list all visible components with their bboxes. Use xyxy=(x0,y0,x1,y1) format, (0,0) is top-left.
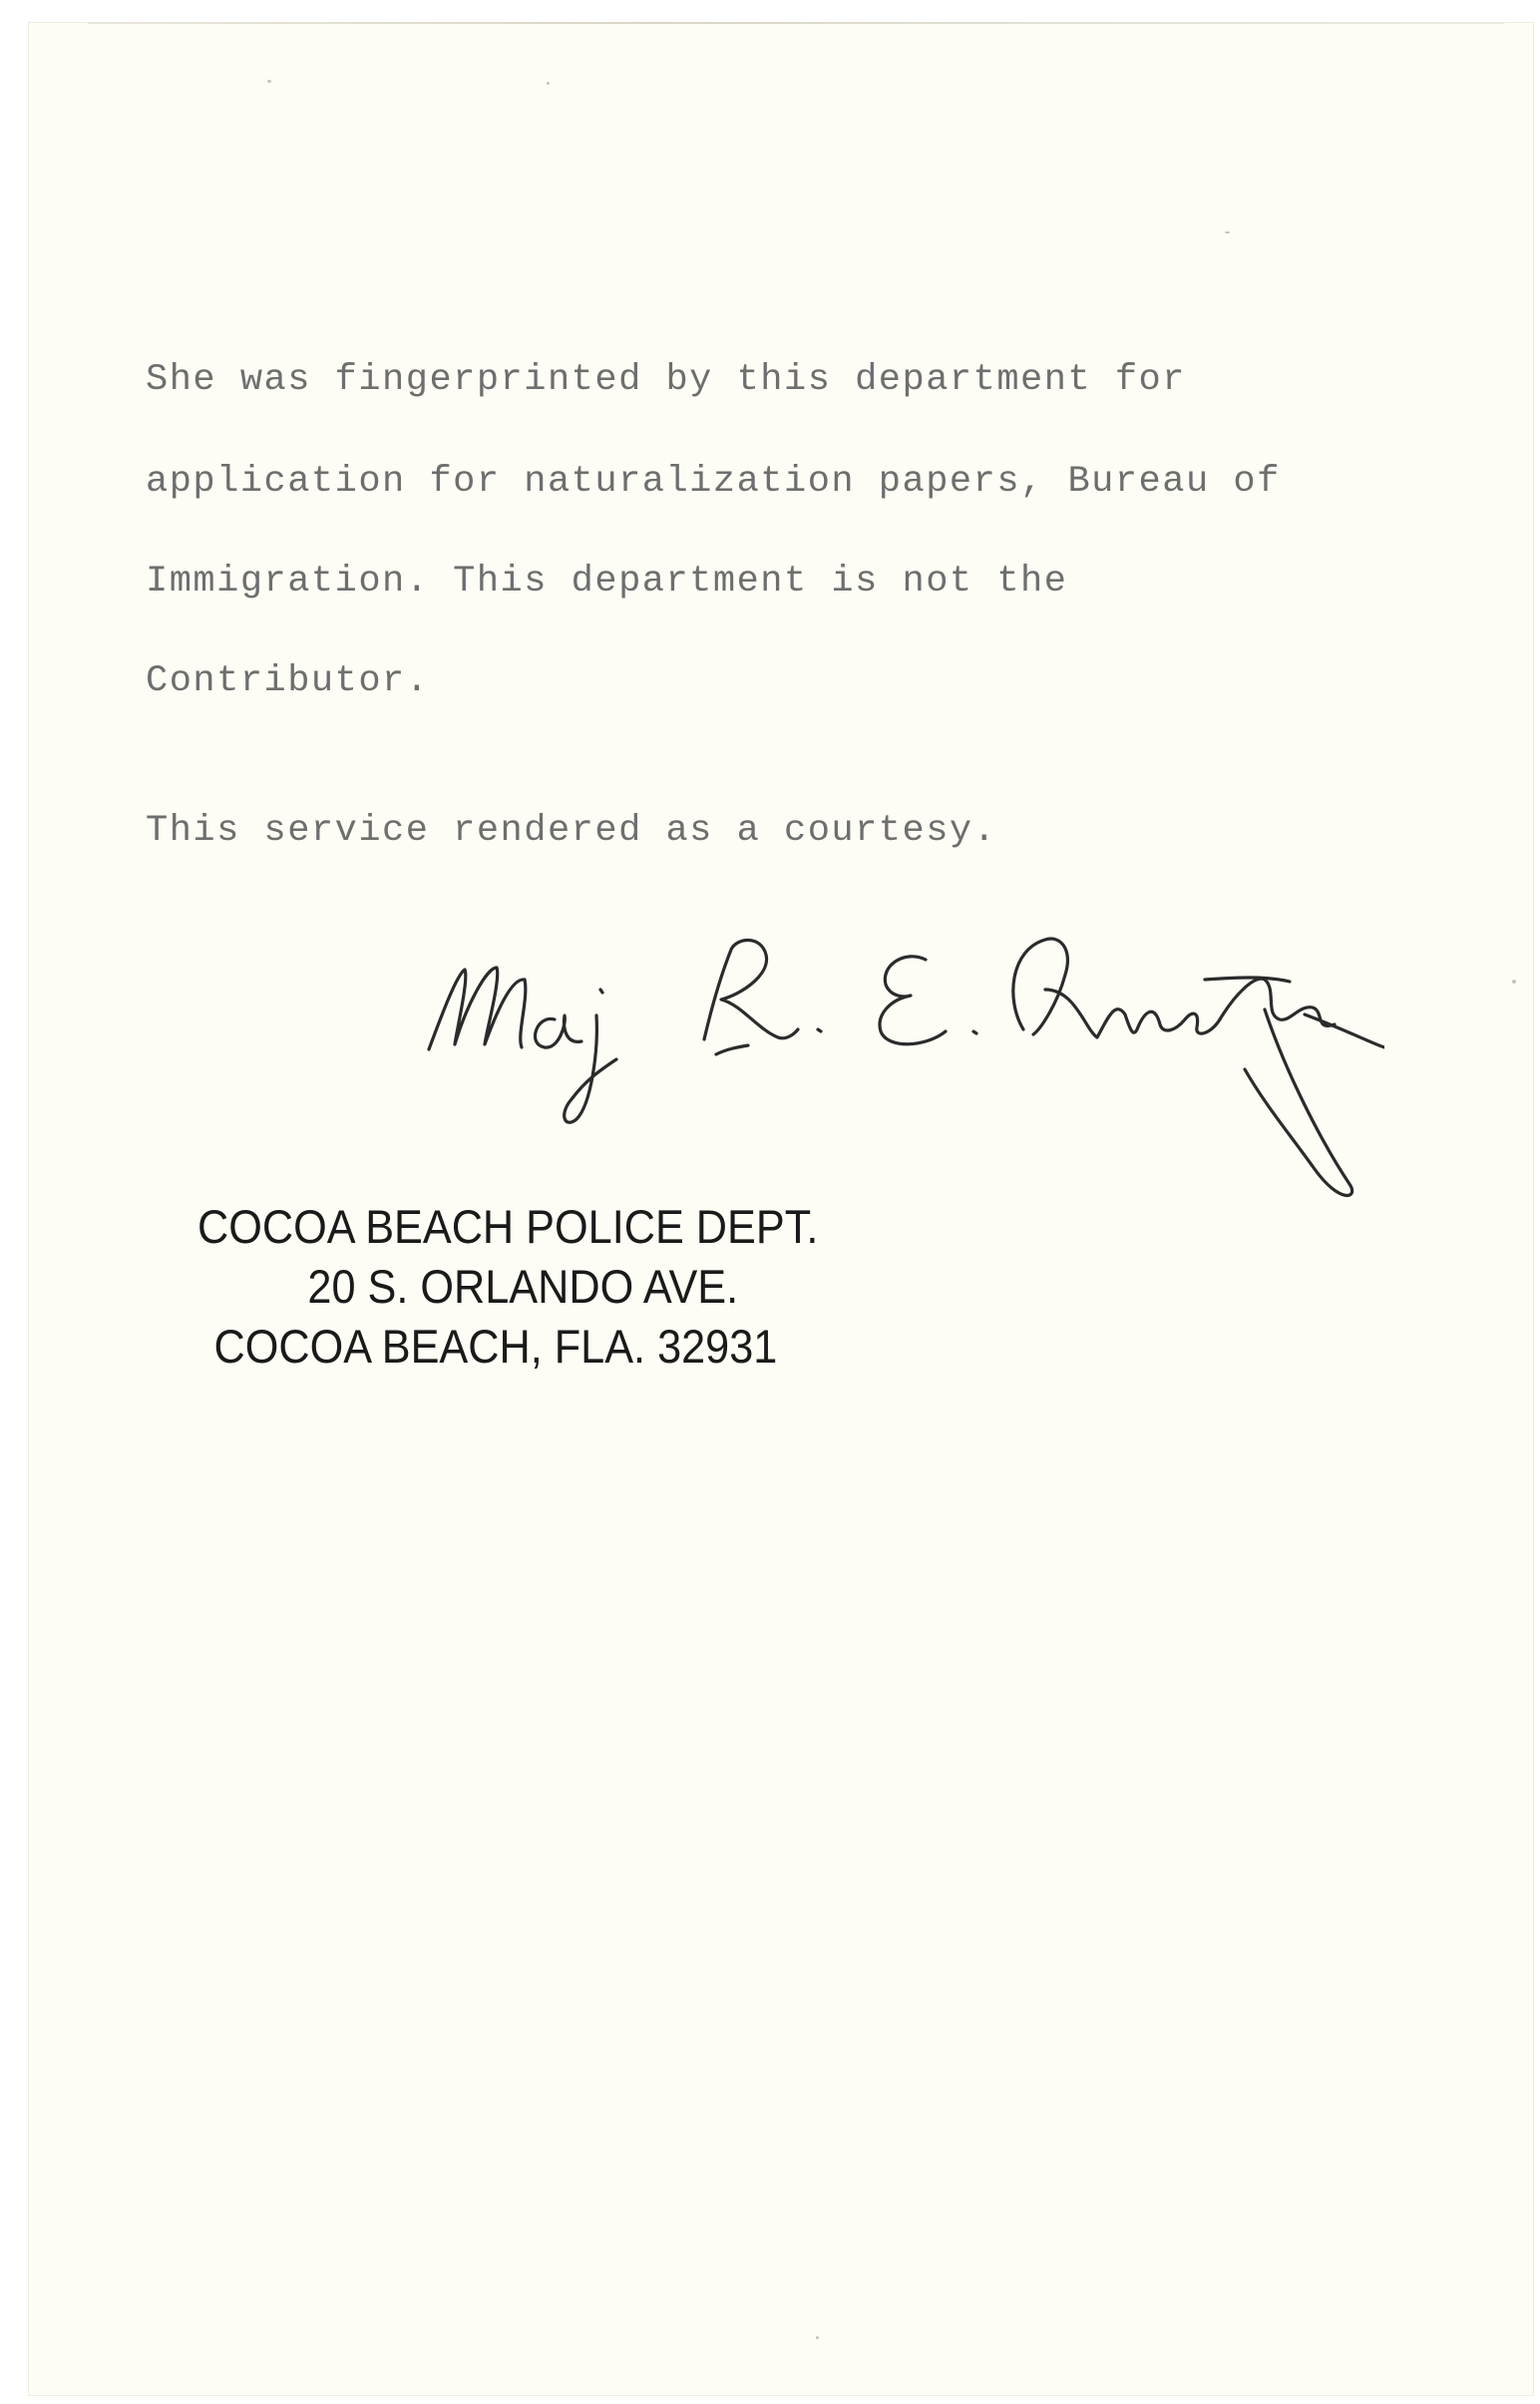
paper-speck xyxy=(267,80,271,83)
paragraph-line-4: Contributor. xyxy=(146,660,430,702)
document-page xyxy=(28,22,1534,2396)
paragraph-line-2: application for naturalization papers, Bureau of xyxy=(146,461,1281,503)
page-top-edge xyxy=(88,22,1504,24)
paragraph-line-1: She was fingerprinted by this department for xyxy=(146,359,1186,401)
paper-speck xyxy=(547,82,550,85)
paragraph-line-3: Immigration. This department is not the xyxy=(146,561,1068,602)
stamp-line-3: COCOA BEACH, FLA. 32931 xyxy=(213,1320,778,1373)
paper-speck xyxy=(816,2336,819,2339)
paper-speck xyxy=(1225,231,1230,233)
stamp-line-1: COCOA BEACH POLICE DEPT. xyxy=(197,1200,819,1253)
paper-speck xyxy=(1512,980,1516,984)
police-department-stamp xyxy=(197,1197,895,1377)
stamp-line-2: 20 S. ORLANDO AVE. xyxy=(307,1260,739,1313)
courtesy-line: This service rendered as a courtesy. xyxy=(146,810,997,852)
